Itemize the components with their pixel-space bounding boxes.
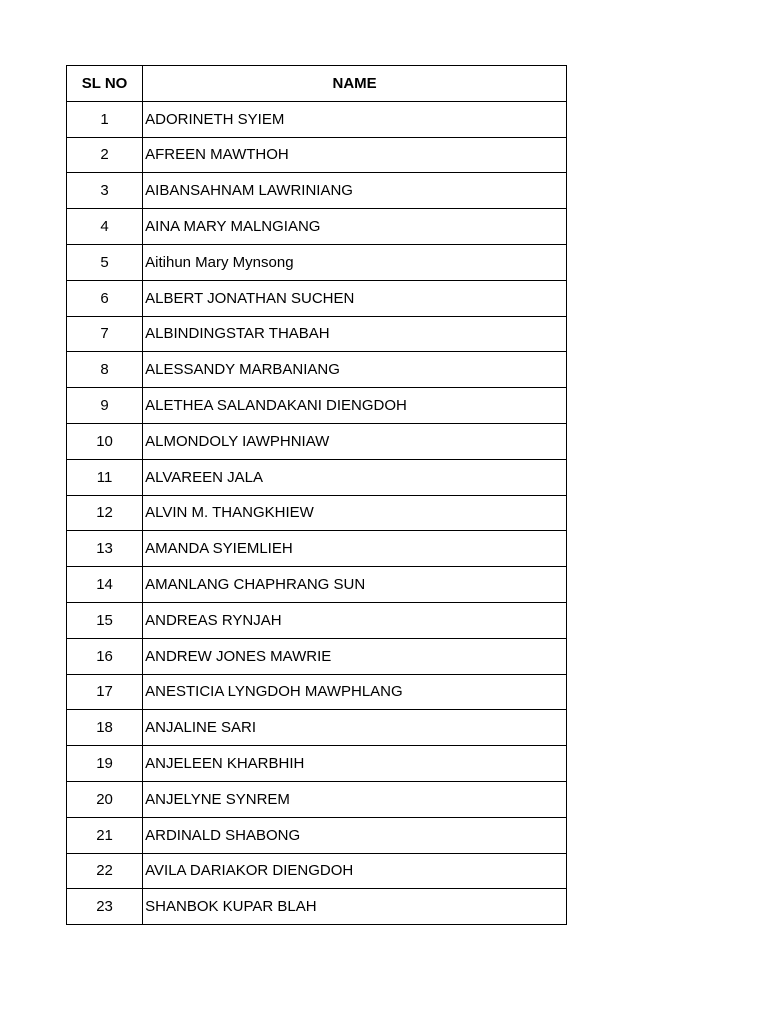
table-row [67, 280, 567, 316]
name-cell: ANJALINE SARI [143, 710, 567, 746]
sl-no-cell: 18 [67, 710, 143, 746]
table-row [67, 101, 567, 137]
name-cell: ANJELYNE SYNREM [143, 781, 567, 817]
sl-no-cell: 19 [67, 746, 143, 782]
sl-no-cell: 15 [67, 602, 143, 638]
name-cell: AVILA DARIAKOR DIENGDOH [143, 853, 567, 889]
sl-no-cell: 1 [67, 101, 143, 137]
sl-no-cell: 6 [67, 280, 143, 316]
sl-no-cell: 14 [67, 567, 143, 603]
sl-no-cell: 20 [67, 781, 143, 817]
name-cell: ALVIN M. THANGKHIEW [143, 495, 567, 531]
table-body [67, 101, 567, 924]
table-row [67, 423, 567, 459]
sl-no-cell: 2 [67, 137, 143, 173]
sl-no-header: SL NO [67, 66, 143, 102]
table-row [67, 817, 567, 853]
name-cell: ANJELEEN KHARBHIH [143, 746, 567, 782]
name-cell: AIBANSAHNAM LAWRINIANG [143, 173, 567, 209]
table-row [67, 459, 567, 495]
table-row [67, 638, 567, 674]
table-row [67, 567, 567, 603]
name-cell: AINA MARY MALNGIANG [143, 209, 567, 245]
table-row [67, 495, 567, 531]
table-row [67, 173, 567, 209]
name-cell: ANESTICIA LYNGDOH MAWPHLANG [143, 674, 567, 710]
table-row [67, 746, 567, 782]
sl-no-cell: 21 [67, 817, 143, 853]
name-cell: ALETHEA SALANDAKANI DIENGDOH [143, 388, 567, 424]
table-row [67, 602, 567, 638]
name-cell: ALBINDINGSTAR THABAH [143, 316, 567, 352]
sl-no-cell: 13 [67, 531, 143, 567]
name-cell: ADORINETH SYIEM [143, 101, 567, 137]
table-header [67, 66, 567, 102]
table-row [67, 531, 567, 567]
name-cell: ANDREW JONES MAWRIE [143, 638, 567, 674]
table-row [67, 853, 567, 889]
table-row [67, 244, 567, 280]
sl-no-cell: 12 [67, 495, 143, 531]
sl-no-cell: 3 [67, 173, 143, 209]
table-row [67, 209, 567, 245]
table-row [67, 674, 567, 710]
name-cell: SHANBOK KUPAR BLAH [143, 889, 567, 925]
sl-no-cell: 4 [67, 209, 143, 245]
sl-no-cell: 22 [67, 853, 143, 889]
name-cell: AMANDA SYIEMLIEH [143, 531, 567, 567]
name-cell: ALESSANDY MARBANIANG [143, 352, 567, 388]
table-row [67, 316, 567, 352]
name-cell: AMANLANG CHAPHRANG SUN [143, 567, 567, 603]
sl-no-cell: 16 [67, 638, 143, 674]
name-cell: ANDREAS RYNJAH [143, 602, 567, 638]
name-cell: ALMONDOLY IAWPHNIAW [143, 423, 567, 459]
names-table [66, 65, 567, 925]
sl-no-cell: 23 [67, 889, 143, 925]
name-cell: ALVAREEN JALA [143, 459, 567, 495]
name-cell: ARDINALD SHABONG [143, 817, 567, 853]
name-cell: AFREEN MAWTHOH [143, 137, 567, 173]
table-row [67, 710, 567, 746]
table-row [67, 781, 567, 817]
table-row [67, 388, 567, 424]
table-row [67, 352, 567, 388]
sl-no-cell: 11 [67, 459, 143, 495]
table-row [67, 889, 567, 925]
name-header: NAME [143, 66, 567, 102]
header-row [67, 66, 567, 102]
sl-no-cell: 9 [67, 388, 143, 424]
name-cell: Aitihun Mary Mynsong [143, 244, 567, 280]
table-row [67, 137, 567, 173]
name-cell: ALBERT JONATHAN SUCHEN [143, 280, 567, 316]
sl-no-cell: 8 [67, 352, 143, 388]
sl-no-cell: 10 [67, 423, 143, 459]
sl-no-cell: 17 [67, 674, 143, 710]
sl-no-cell: 7 [67, 316, 143, 352]
sl-no-cell: 5 [67, 244, 143, 280]
